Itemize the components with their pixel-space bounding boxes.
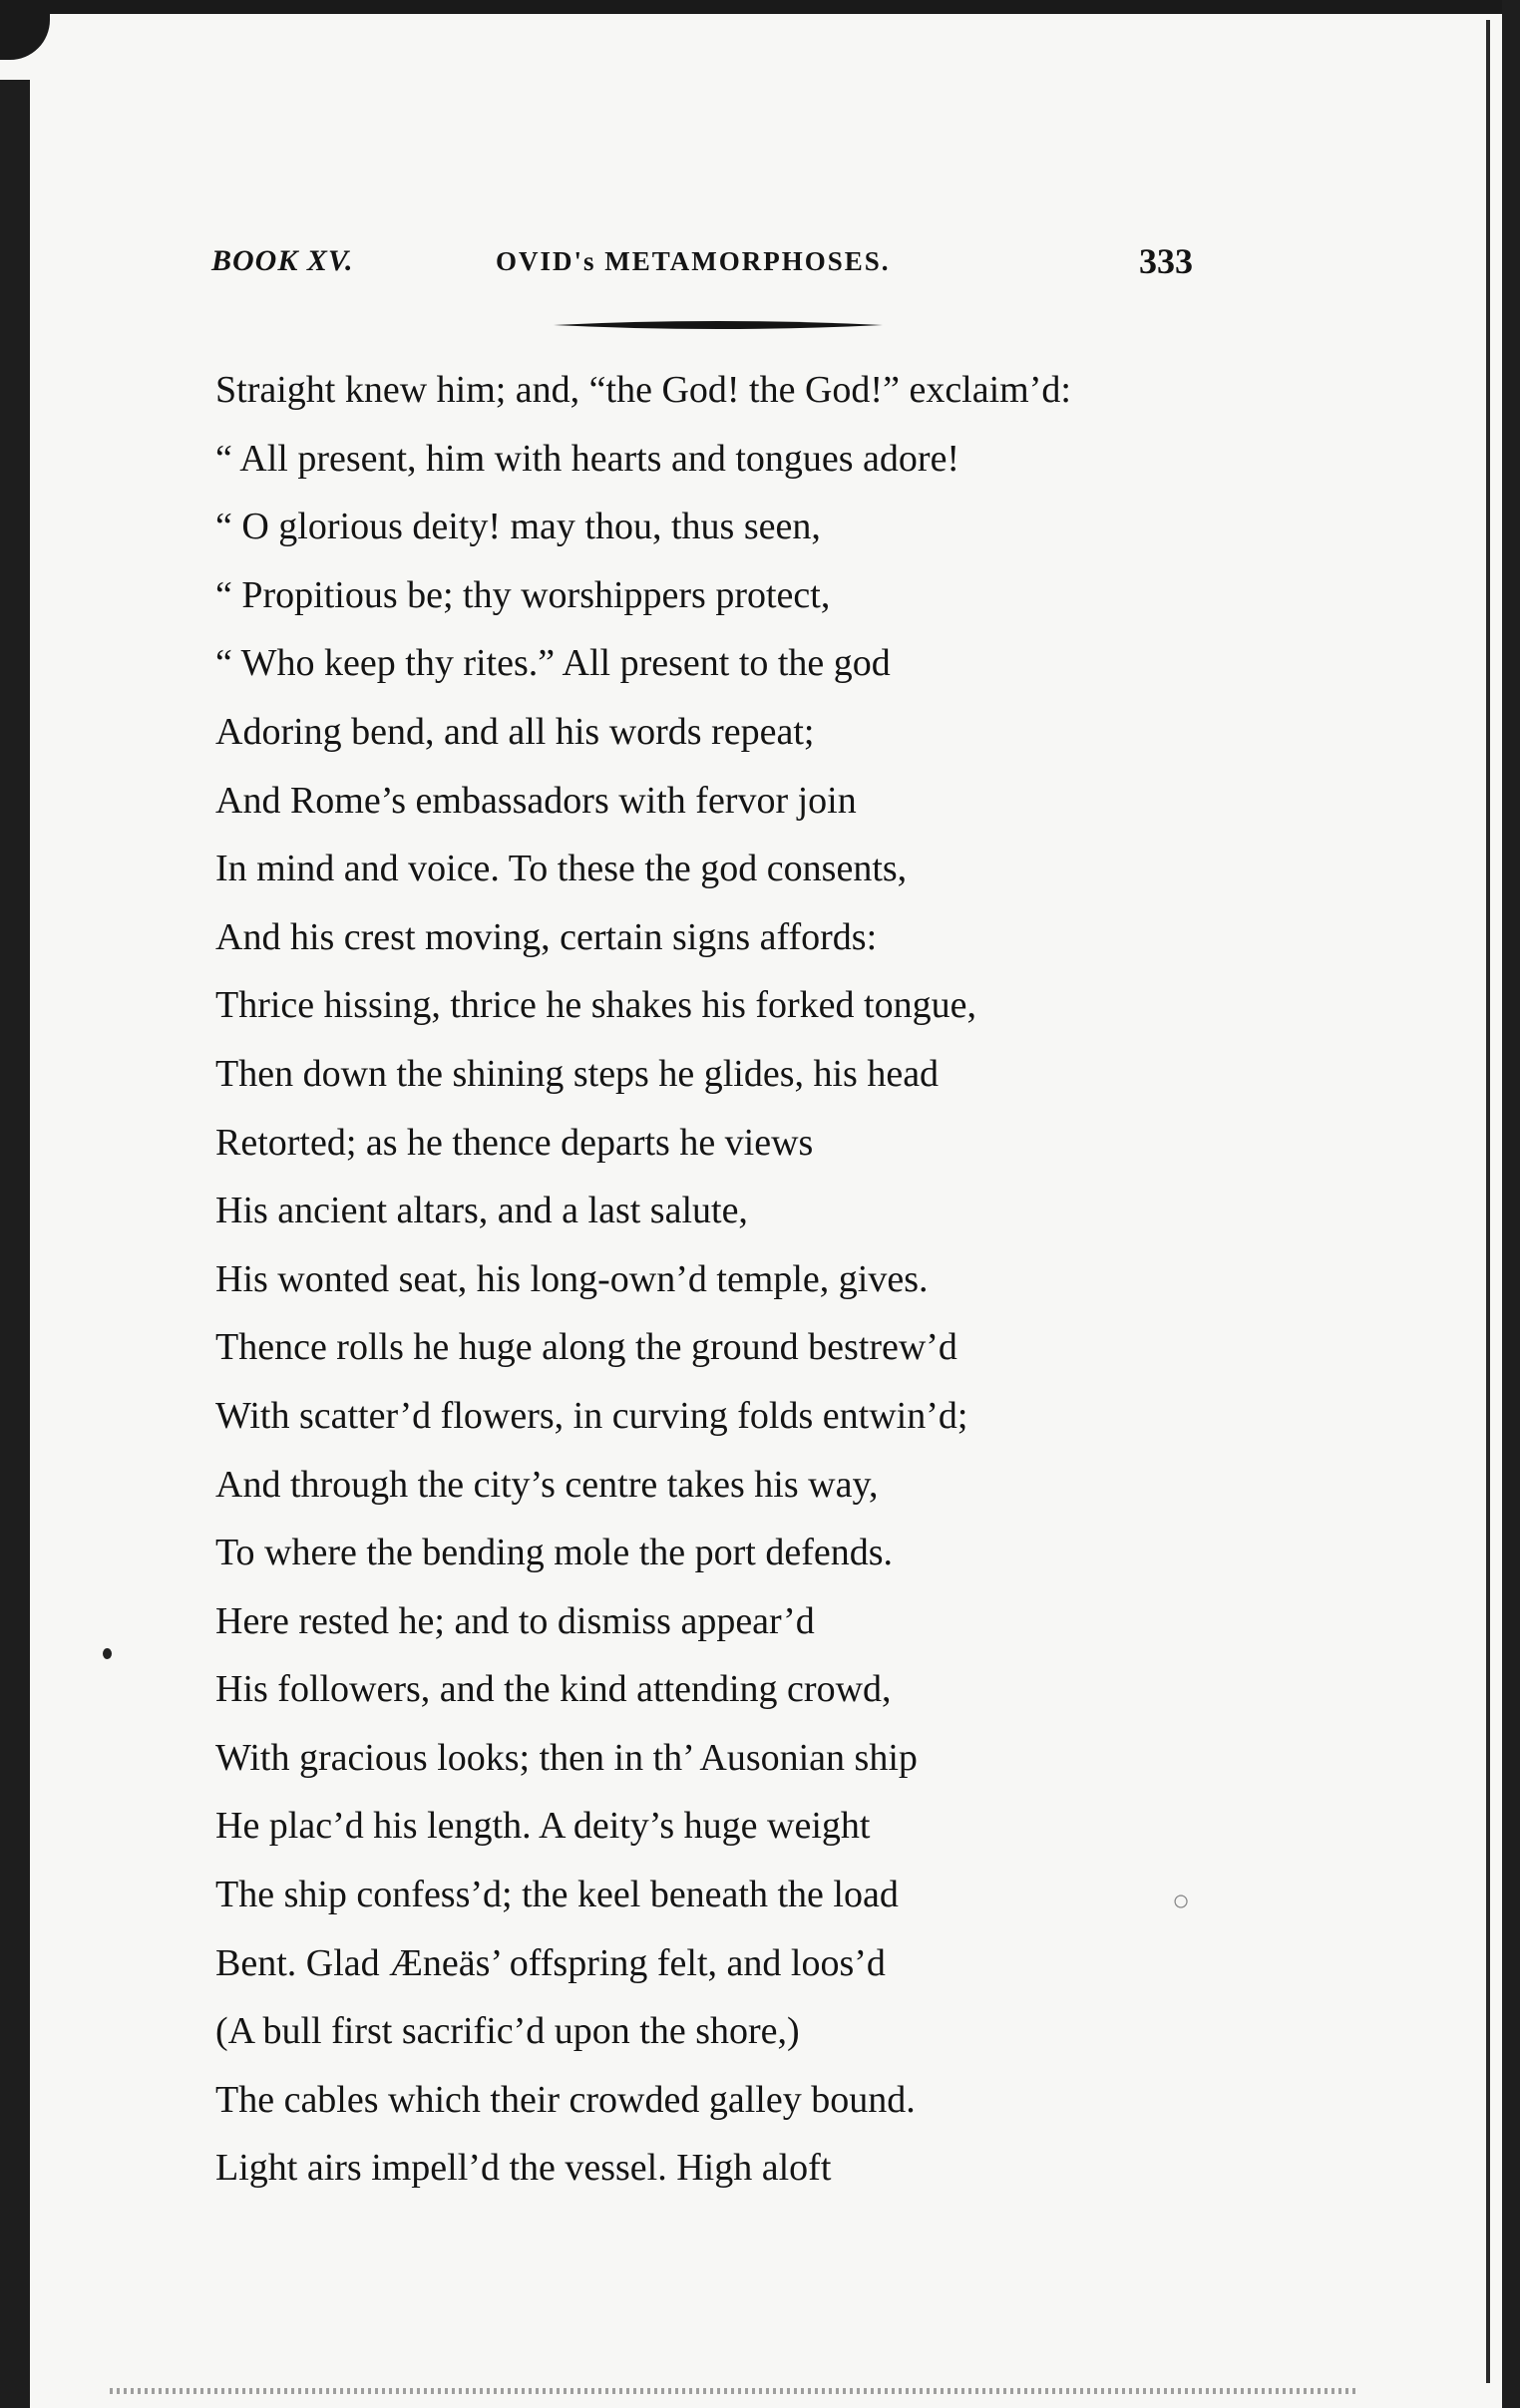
verse-line: The cables which their crowded galley bound. <box>215 2078 916 2121</box>
verse-line: And through the city’s centre takes his way, <box>215 1463 879 1506</box>
verse-line: His ancient altars, and a last salute, <box>215 1190 748 1232</box>
verse-line: Bent. Glad Æneäs’ offspring felt, and loos’d <box>215 1941 886 1984</box>
ornament-rule <box>554 319 883 331</box>
scan-edge-top <box>0 0 1520 14</box>
verse-line: With scatter’d flowers, in curving folds entwin’d; <box>215 1394 968 1437</box>
page-number: 333 <box>1139 241 1193 281</box>
verse-line: With gracious looks; then in th’ Ausonian ship <box>215 1736 918 1779</box>
verse-line: (A bull first sacrific’d upon the shore,) <box>215 2010 800 2053</box>
verse-line: Here rested he; and to dismiss appear’d <box>215 1599 815 1642</box>
verse-line: Thence rolls he huge along the ground bestrew’d <box>215 1326 957 1369</box>
verse-line: To where the bending mole the port defends. <box>215 1532 894 1574</box>
verse-line: “ All present, him with hearts and tongues adore! <box>215 437 960 480</box>
stray-pencil-mark: ○ <box>1172 1885 1191 1917</box>
verse-line: In mind and voice. To these the god consents, <box>215 848 908 890</box>
running-head <box>211 241 1259 294</box>
verse-line: The ship confess’d; the keel beneath the load <box>215 1874 899 1916</box>
scan-edge-bottom <box>110 2388 1356 2394</box>
verse-line: “ Who keep thy rites.” All present to the god <box>215 642 891 685</box>
verse-line: He plac’d his length. A deity’s huge weight <box>215 1805 871 1848</box>
scan-edge-right-inner <box>1486 20 1490 2383</box>
verse-line: And Rome’s embassadors with fervor join <box>215 779 857 822</box>
verse-line: His wonted seat, his long-own’d temple, gives. <box>215 1257 929 1300</box>
scan-edge-right <box>1502 0 1520 2408</box>
verse-line: Adoring bend, and all his words repeat; <box>215 710 815 753</box>
verse-line: Light airs impell’d the vessel. High aloft <box>215 2147 832 2190</box>
verse-line: Then down the shining steps he glides, his head <box>215 1052 940 1095</box>
verse-line: Thrice hissing, thrice he shakes his forked tongue, <box>215 984 976 1027</box>
stray-ink-dot <box>103 1648 112 1659</box>
verse-body <box>215 363 1273 2210</box>
verse-line: “ Propitious be; thy worshippers protect, <box>215 573 831 616</box>
scan-edge-corner <box>0 0 50 60</box>
verse-line: His followers, and the kind attending crowd, <box>215 1668 892 1711</box>
scan-edge-left <box>0 80 30 2408</box>
book-label: BOOK XV. <box>211 244 354 277</box>
verse-line: “ O glorious deity! may thou, thus seen, <box>215 506 821 548</box>
verse-line: And his crest moving, certain signs affords: <box>215 915 878 958</box>
verse-line: Straight knew him; and, “the God! the God!” exclaim’d: <box>215 369 1071 411</box>
running-title: OVID's METAMORPHOSES. <box>496 246 891 276</box>
verse-line: Retorted; as he thence departs he views <box>215 1121 814 1164</box>
